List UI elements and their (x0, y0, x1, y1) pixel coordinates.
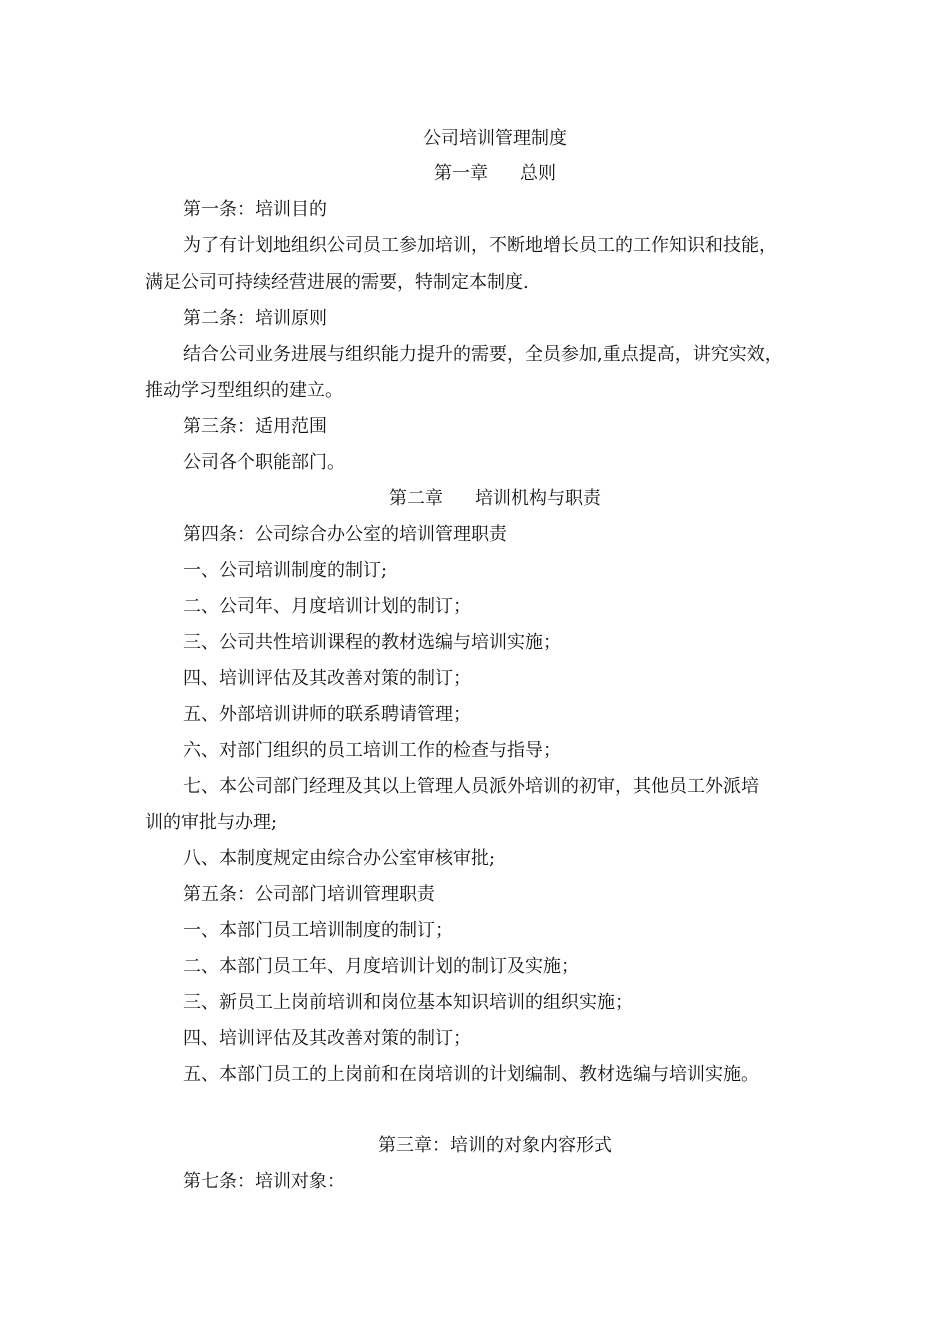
chapter-2-number: 第二章 (389, 488, 443, 509)
article-4-item: 一、公司培训制度的制订; (183, 560, 388, 581)
article-3-heading: 第三条：适用范围 (183, 416, 327, 437)
article-5-item: 五、本部门员工的上岗前和在岗培训的计划编制、教材选编与培训实施。 (183, 1064, 759, 1085)
article-2-heading: 第二条：培训原则 (183, 308, 327, 329)
article-1-heading: 第一条：培训目的 (183, 199, 327, 220)
article-3-body: 公司各个职能部门。 (183, 452, 345, 473)
chapter-3-heading: 第三章：培训的对象内容形式 (378, 1135, 612, 1156)
article-4-heading: 第四条：公司综合办公室的培训管理职责 (183, 524, 507, 545)
chapter-1-heading (145, 162, 845, 186)
article-2-body-line-1: 结合公司业务进展与组织能力提升的需要，全员参加,重点提高，讲究实效， (183, 344, 783, 365)
chapter-2-heading (145, 487, 845, 511)
article-5-item: 三、新员工上岗前培训和岗位基本知识培训的组织实施； (183, 992, 633, 1013)
article-4-item: 四、培训评估及其改善对策的制订； (183, 668, 471, 689)
article-5-item: 二、本部门员工年、月度培训计划的制订及实施； (183, 956, 579, 977)
article-5-item: 四、培训评估及其改善对策的制订； (183, 1028, 471, 1049)
article-2-body-line-2: 推动学习型组织的建立。 (145, 380, 343, 401)
article-7-heading: 第七条：培训对象： (183, 1171, 345, 1192)
document-title: 公司培训管理制度 (423, 128, 567, 149)
article-5-item: 一、本部门员工培训制度的制订； (183, 920, 453, 941)
chapter-1-number: 第一章 (434, 163, 488, 184)
article-4-item: 二、公司年、月度培训计划的制订； (183, 596, 471, 617)
chapter-2-title: 培训机构与职责 (475, 488, 601, 509)
article-4-item: 八、本制度规定由综合办公室审核审批; (183, 848, 496, 869)
article-1-body-line-1: 为了有计划地组织公司员工参加培训，不断地增长员工的工作知识和技能， (183, 235, 777, 256)
article-4-item: 五、外部培训讲师的联系聘请管理； (183, 704, 471, 725)
article-4-item: 六、对部门组织的员工培训工作的检查与指导； (183, 740, 561, 761)
article-5-heading: 第五条：公司部门培训管理职责 (183, 884, 435, 905)
chapter-1-title: 总则 (520, 163, 556, 184)
article-1-body-line-2: 满足公司可持续经营进展的需要，特制定本制度. (145, 272, 529, 293)
article-4-item-continuation: 训的审批与办理; (145, 812, 278, 833)
article-4-item: 七、本公司部门经理及其以上管理人员派外培训的初审，其他员工外派培 (183, 776, 759, 797)
article-4-item: 三、公司共性培训课程的教材选编与培训实施； (183, 632, 561, 653)
